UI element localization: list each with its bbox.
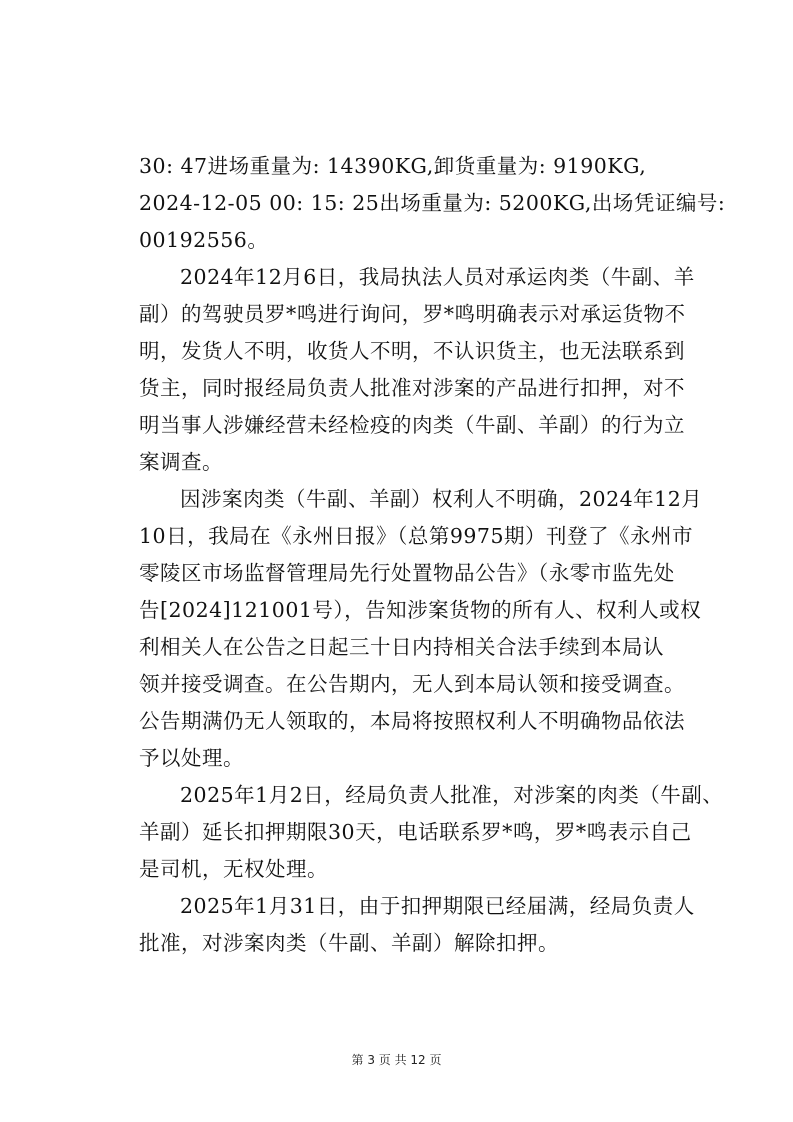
paragraph-3-line-1: 因涉案肉类（牛副、羊副）权利人不明确，2024年12月 [180,487,703,511]
paragraph-3-line-5: 利相关人在公告之日起三十日内持相关合法手续到本局认 [139,635,664,659]
paragraph-2-line-5: 明当事人涉嫌经营未经检疫的肉类（牛副、羊副）的行为立 [139,413,685,437]
body-line-2: 2024-12-05 00: 15: 25出场重量为: 5200KG,出场凭证编号: [139,191,726,215]
paragraph-2-line-6: 案调查。 [139,450,223,474]
paragraph-3-line-7: 公告期满仍无人领取的，本局将按照权利人不明确物品依法 [139,709,685,733]
paragraph-3-line-4: 告[2024]121001号），告知涉案货物的所有人、权利人或权 [139,598,702,622]
paragraph-3-line-6: 领并接受调查。在公告期内，无人到本局认领和接受调查。 [139,672,685,696]
page-number-footer: 第 3 页 共 12 页 [351,1053,442,1067]
paragraph-3-line-2: 10日，我局在《永州日报》（总第9975期）刊登了《永州市 [139,524,694,548]
paragraph-2-line-2: 副）的驾驶员罗*鸣进行询问，罗*鸣明确表示对承运货物不 [139,302,686,326]
paragraph-4-line-1: 2025年1月2日，经局负责人批准，对涉案的肉类（牛副、 [180,783,724,807]
paragraph-5-line-2: 批准，对涉案肉类（牛副、羊副）解除扣押。 [139,931,559,955]
paragraph-5-line-1: 2025年1月31日，由于扣押期限已经届满，经局负责人 [180,894,695,918]
paragraph-3-line-3: 零陵区市场监督管理局先行处置物品公告》（永零市监先处 [139,561,675,585]
paragraph-2-line-4: 货主，同时报经局负责人批准对涉案的产品进行扣押，对不 [139,376,685,400]
body-line-1: 30: 47进场重量为: 14390KG,卸货重量为: 9190KG, [139,154,647,178]
paragraph-4-line-3: 是司机，无权处理。 [139,857,328,881]
paragraph-2-line-1: 2024年12月6日，我局执法人员对承运肉类（牛副、羊 [180,265,695,289]
paragraph-4-line-2: 羊副）延长扣押期限30天，电话联系罗*鸣，罗*鸣表示自己 [139,820,692,844]
paragraph-3-line-8: 予以处理。 [139,746,244,770]
paragraph-2-line-3: 明，发货人不明，收货人不明，不认识货主，也无法联系到 [139,339,685,363]
body-line-3: 00192556。 [139,228,269,252]
